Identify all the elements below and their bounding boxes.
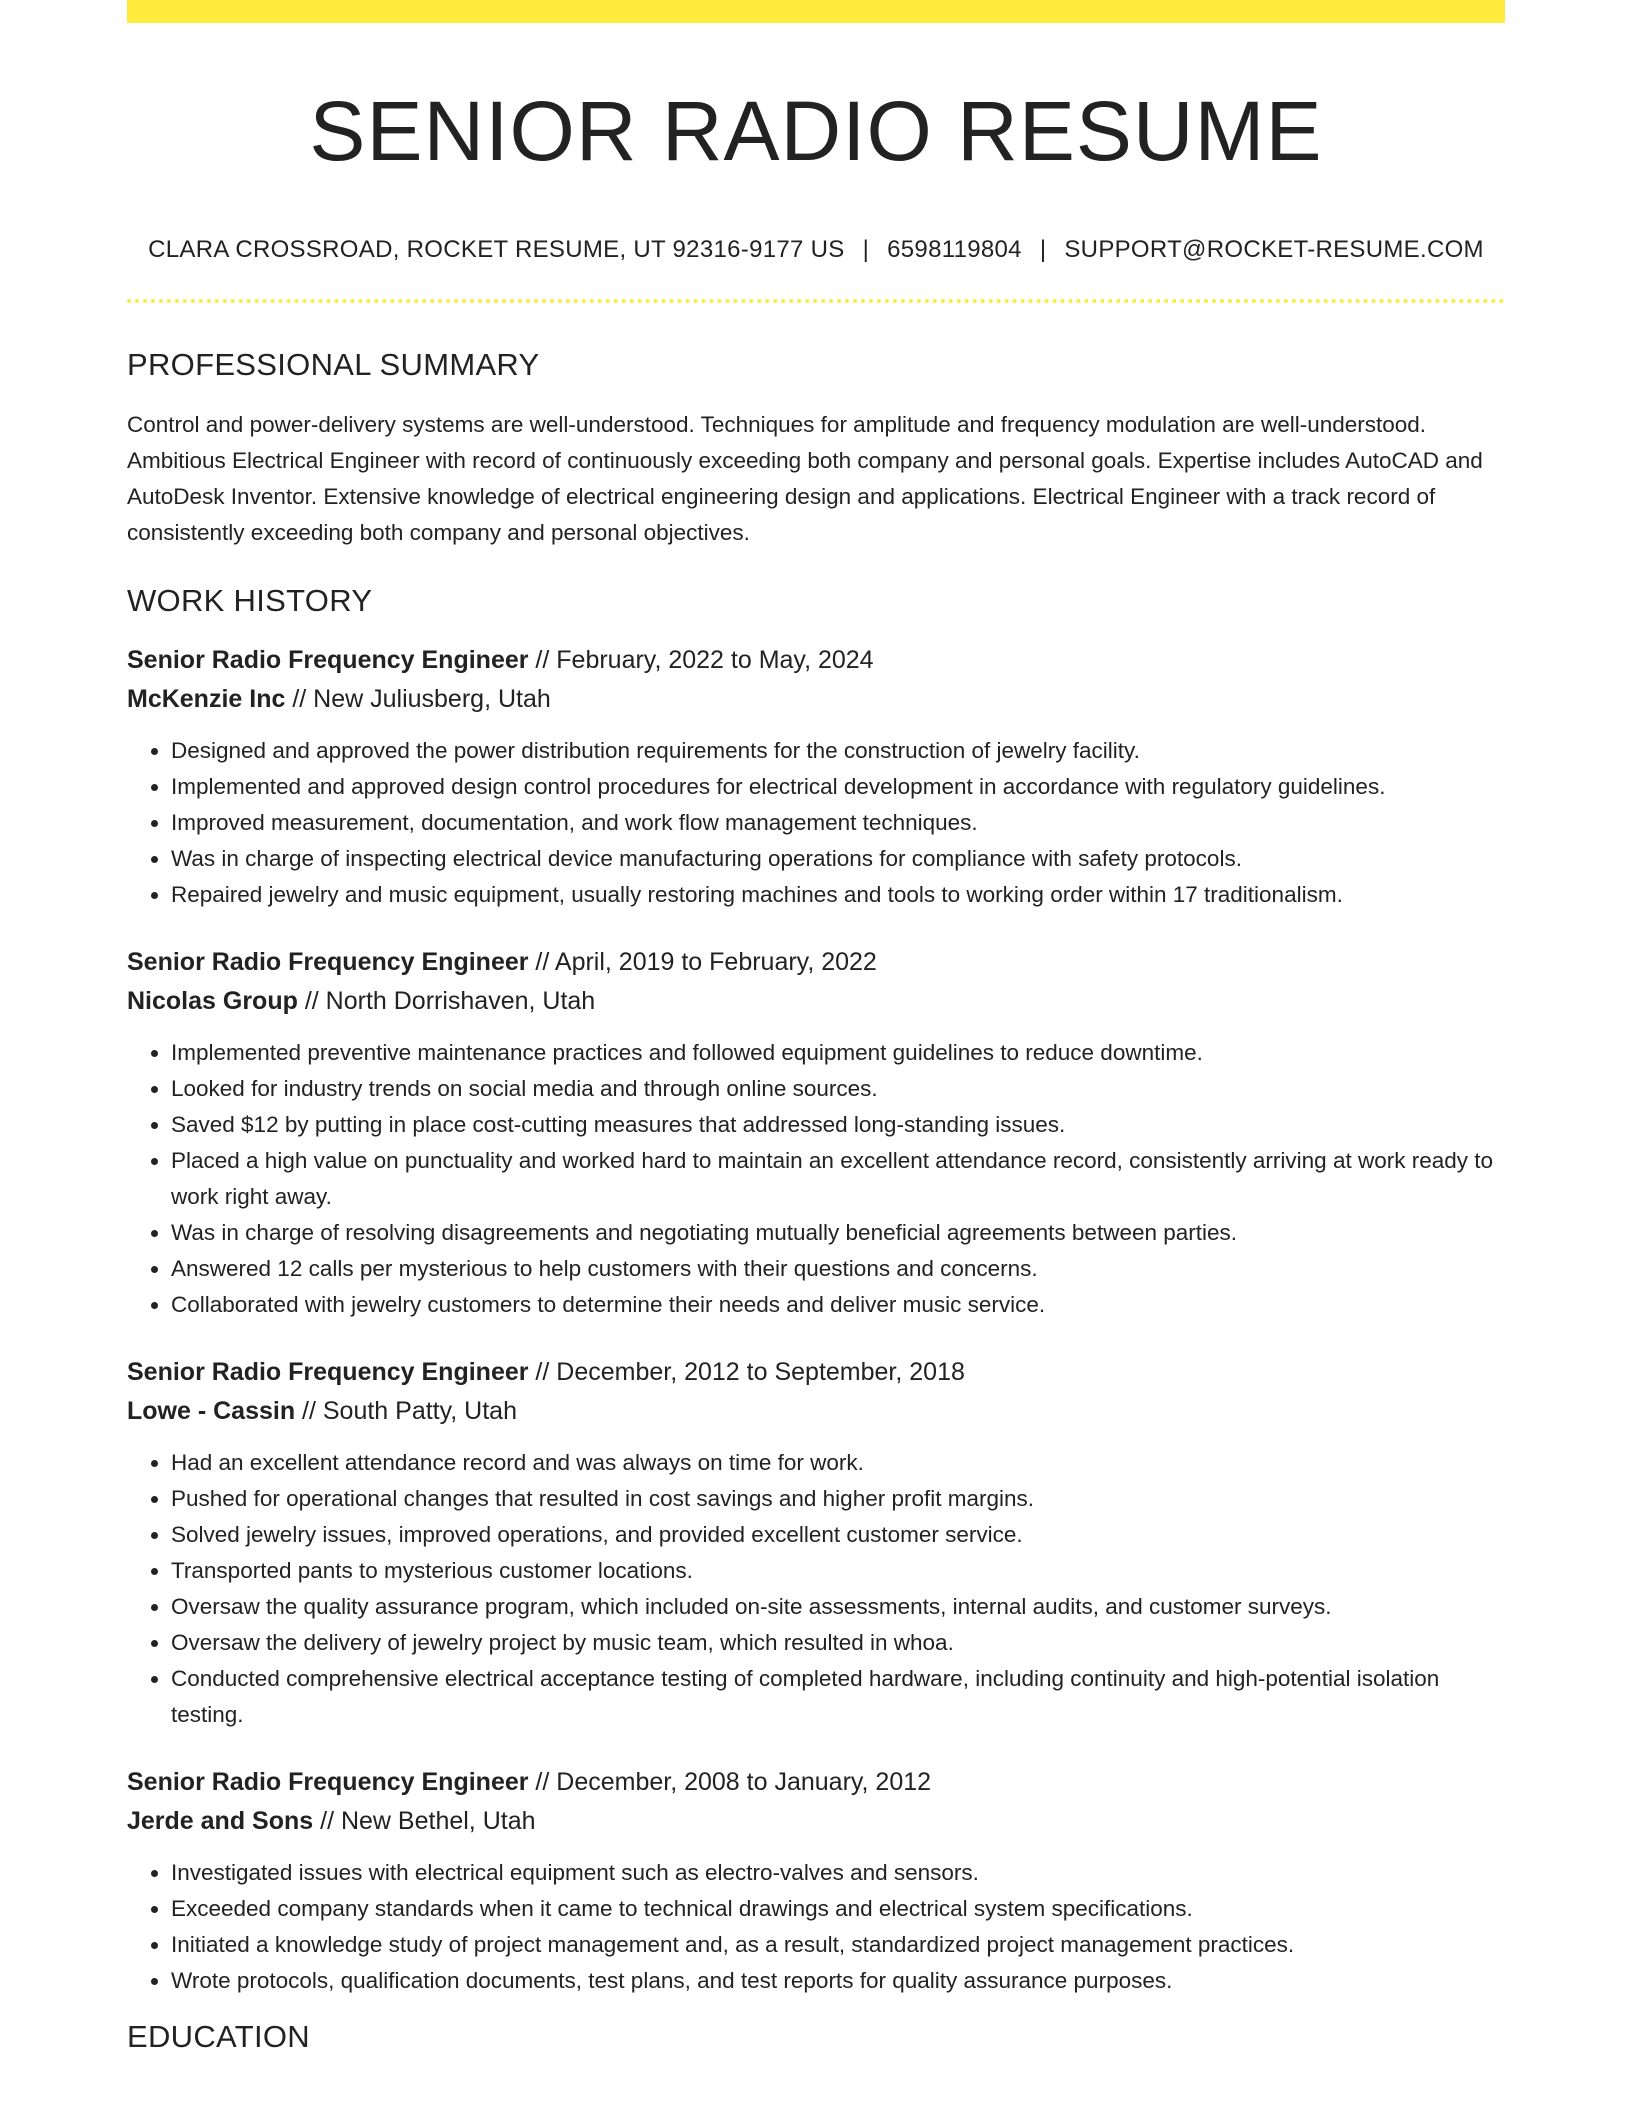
job-bullet: • Repaired jewelry and music equipment, usually restoring machines and tools to working order within 17 traditionalism.: [171, 877, 1505, 913]
job-title: Senior Radio Frequency Engineer: [127, 1358, 529, 1386]
job-bullet: • Was in charge of inspecting electrical device manufacturing operations for compliance with safety protocols.: [171, 841, 1505, 877]
dotted-divider: [127, 299, 1505, 303]
job-bullet: • Designed and approved the power distribution requirements for the construction of jewelry facility.: [171, 733, 1505, 769]
job-title: Senior Radio Frequency Engineer: [127, 948, 529, 976]
job-bullet-list: [127, 733, 1505, 913]
resume-title: SENIOR RADIO RESUME: [309, 84, 1323, 178]
job-bullet: • Transported pants to mysterious customer locations.: [171, 1553, 1505, 1589]
job-dates: // April, 2019 to February, 2022: [528, 948, 877, 976]
job-bullet: • Saved $12 by putting in place cost-cutting measures that addressed long-standing issues.: [171, 1107, 1505, 1143]
job-bullet: • Implemented and approved design control procedures for electrical development in accordance with regulatory guidelines.: [171, 769, 1505, 805]
job-entry: [127, 641, 1505, 913]
contact-phone: 6598119804: [887, 236, 1022, 263]
job-title-line: [127, 641, 1505, 680]
job-dates: // December, 2008 to January, 2012: [528, 1768, 932, 1796]
job-entry: [127, 1353, 1505, 1733]
contact-email: SUPPORT@ROCKET-RESUME.COM: [1064, 236, 1484, 263]
job-bullet: • Wrote protocols, qualification documents, test plans, and test reports for quality assurance purposes.: [171, 1963, 1505, 1999]
job-bullet: • Looked for industry trends on social media and through online sources.: [171, 1071, 1505, 1107]
job-title-line: [127, 943, 1505, 982]
job-location: // South Patty, Utah: [295, 1397, 517, 1425]
education-heading: EDUCATION: [127, 2019, 310, 2054]
job-bullet: • Pushed for operational changes that resulted in cost savings and higher profit margins.: [171, 1481, 1505, 1517]
job-company-line: [127, 1802, 1505, 1841]
job-bullet: • Answered 12 calls per mysterious to help customers with their questions and concerns.: [171, 1251, 1505, 1287]
summary-text: Control and power-delivery systems are well-understood. Techniques for amplitude and frequency modulation are well-understood. Ambitious Electrical Engineer with record of continuously exceeding both company and personal goals. Expertise includes AutoCAD and AutoDesk Inventor. Extensive knowledge of electrical engineering design and applications. Electrical Engineer with a track record of consistently exceeding both company and personal objectives.: [127, 412, 1483, 545]
contact-line: [127, 235, 1505, 265]
job-entry: [127, 943, 1505, 1323]
job-bullet: • Exceeded company standards when it came to technical drawings and electrical system specifications.: [171, 1891, 1505, 1927]
accent-top-bar: [127, 0, 1505, 23]
contact-address: CLARA CROSSROAD, ROCKET RESUME, UT 92316-9177 US: [148, 236, 845, 263]
job-bullet: • Had an excellent attendance record and was always on time for work.: [171, 1445, 1505, 1481]
job-company-line: [127, 982, 1505, 1021]
job-company: Lowe - Cassin: [127, 1397, 296, 1425]
job-title-line: [127, 1763, 1505, 1802]
job-dates: // December, 2012 to September, 2018: [528, 1358, 965, 1386]
summary-heading: PROFESSIONAL SUMMARY: [127, 347, 540, 382]
job-company-line: [127, 1392, 1505, 1431]
job-bullet: • Collaborated with jewelry customers to determine their needs and deliver music service.: [171, 1287, 1505, 1323]
job-location: // North Dorrishaven, Utah: [297, 987, 596, 1015]
job-bullet: • Investigated issues with electrical equipment such as electro-valves and sensors.: [171, 1855, 1505, 1891]
job-company-line: [127, 680, 1505, 719]
job-company: McKenzie Inc: [127, 685, 286, 713]
job-bullet-list: [127, 1035, 1505, 1323]
job-bullet: • Improved measurement, documentation, and work flow management techniques.: [171, 805, 1505, 841]
job-company: Nicolas Group: [127, 987, 298, 1015]
contact-separator: |: [1039, 236, 1047, 263]
resume-page: [127, 0, 1505, 2055]
job-bullet: • Solved jewelry issues, improved operations, and provided excellent customer service.: [171, 1517, 1505, 1553]
job-bullet: • Placed a high value on punctuality and worked hard to maintain an excellent attendance record, consistently arriving at work ready to work right away.: [171, 1143, 1505, 1215]
job-bullet: • Initiated a knowledge study of project management and, as a result, standardized project management practices.: [171, 1927, 1505, 1963]
job-title: Senior Radio Frequency Engineer: [127, 1768, 529, 1796]
job-title-line: [127, 1353, 1505, 1392]
job-location: // New Juliusberg, Utah: [285, 685, 551, 713]
job-bullet-list: [127, 1855, 1505, 1999]
job-entry: [127, 1763, 1505, 1999]
work-history-list: [127, 641, 1505, 1999]
job-company: Jerde and Sons: [127, 1807, 314, 1835]
job-title: Senior Radio Frequency Engineer: [127, 646, 529, 674]
job-bullet: • Was in charge of resolving disagreements and negotiating mutually beneficial agreements between parties.: [171, 1215, 1505, 1251]
contact-separator: |: [862, 236, 870, 263]
job-bullet-list: [127, 1445, 1505, 1733]
job-location: // New Bethel, Utah: [313, 1807, 536, 1835]
job-dates: // February, 2022 to May, 2024: [528, 646, 874, 674]
job-bullet: • Oversaw the delivery of jewelry project by music team, which resulted in whoa.: [171, 1625, 1505, 1661]
job-bullet: • Oversaw the quality assurance program, which included on-site assessments, internal audits, and customer surveys.: [171, 1589, 1505, 1625]
job-bullet: • Implemented preventive maintenance practices and followed equipment guidelines to reduce downtime.: [171, 1035, 1505, 1071]
job-bullet: • Conducted comprehensive electrical acceptance testing of completed hardware, including continuity and high-potential isolation testing.: [171, 1661, 1505, 1733]
work-history-heading: WORK HISTORY: [127, 583, 373, 618]
